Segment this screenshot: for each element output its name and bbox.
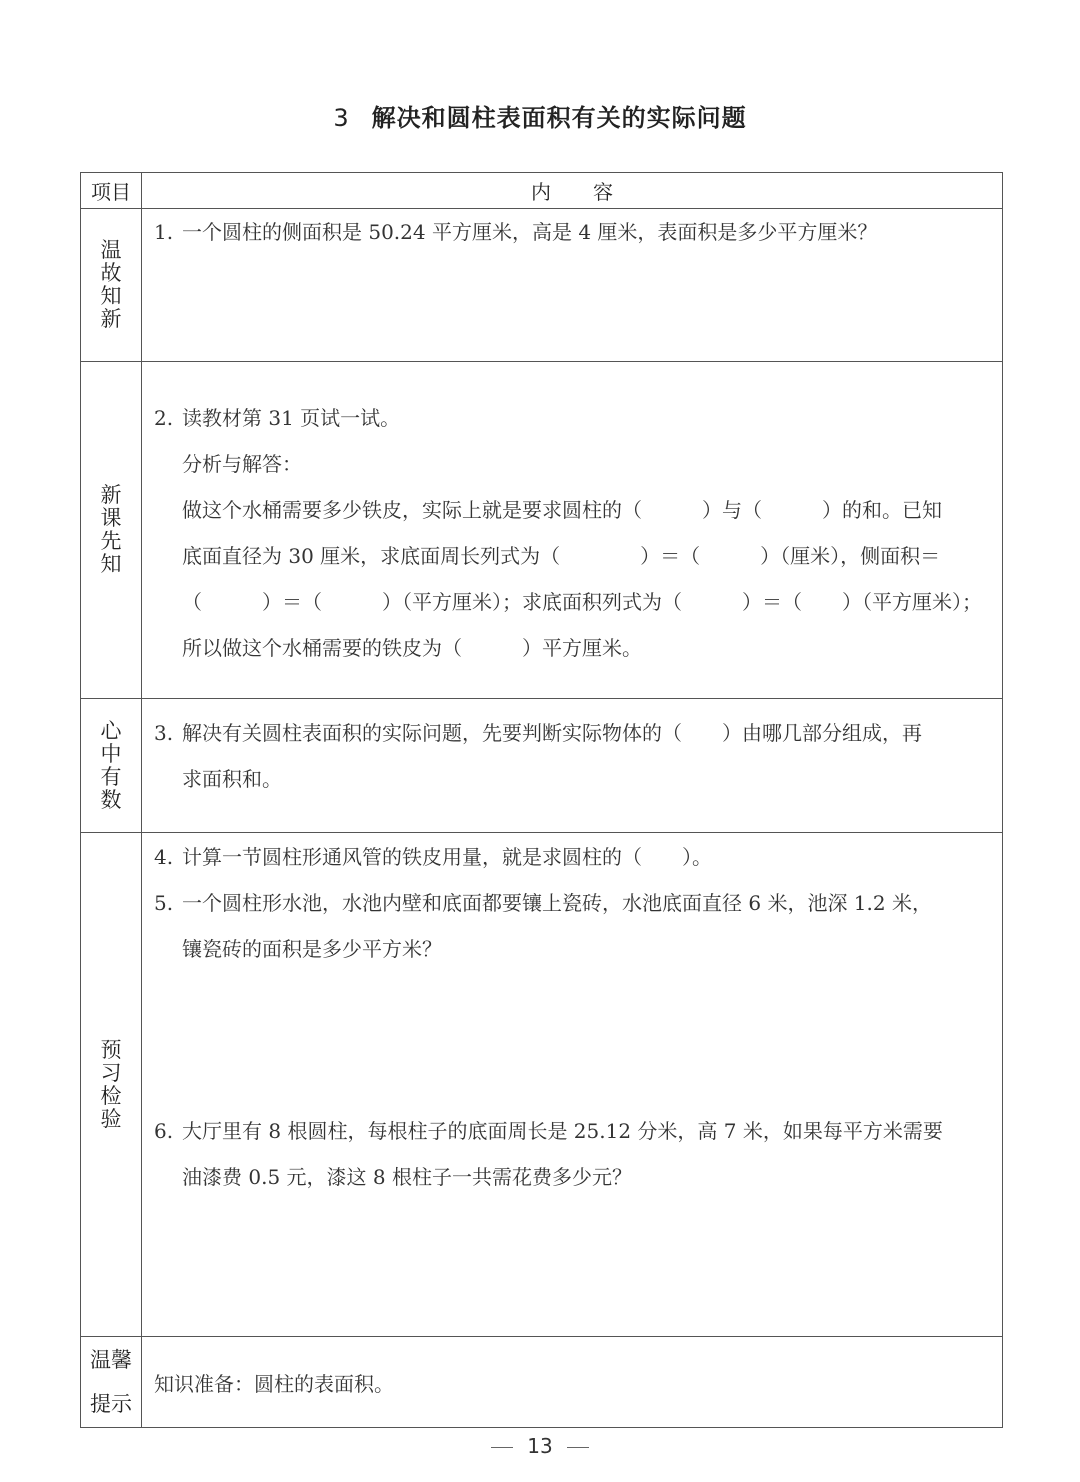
label-char: 新 — [100, 483, 122, 507]
question-number: 3. — [154, 721, 174, 745]
section-content-preview — [142, 362, 1003, 699]
question-line — [142, 579, 1002, 625]
question-text: 解决有关圆柱表面积的实际问题，先要判断实际物体的（ ）由哪几部分组成，再 — [182, 721, 922, 745]
question-text: 读教材第 31 页试一试。 — [182, 406, 401, 430]
label-char: 知 — [100, 284, 122, 308]
question-text: （ ）＝（ ）（平方厘米）；求底面积列式为（ ）＝（ ）（平方厘米）； — [182, 590, 982, 614]
label-char: 习 — [100, 1060, 122, 1085]
section-content-summary — [142, 699, 1003, 833]
question-text: 求面积和。 — [182, 767, 282, 791]
question-line — [142, 209, 1002, 255]
question-line — [142, 395, 1002, 441]
label-word: 温馨 — [90, 1348, 132, 1372]
label-char: 检 — [100, 1083, 122, 1108]
label-char: 故 — [100, 261, 122, 285]
question-line — [142, 1108, 1002, 1154]
question-line — [142, 880, 1002, 926]
label-char: 心 — [100, 718, 122, 743]
label-char: 新 — [100, 307, 122, 331]
section-label-preview — [81, 362, 142, 699]
label-char: 课 — [100, 506, 122, 530]
question-number: 6. — [154, 1119, 174, 1143]
question-text: 一个圆柱的侧面积是 50.24 平方厘米，高是 4 厘米，表面积是多少平方厘米？ — [182, 220, 878, 244]
answer-space[interactable] — [142, 972, 1002, 1108]
section-label-summary — [81, 699, 142, 833]
page-title — [0, 98, 1080, 133]
section-label-review — [81, 209, 142, 362]
question-text: 分析与解答： — [182, 452, 302, 476]
page-footer — [0, 1434, 1080, 1458]
tip-text: 知识准备：圆柱的表面积。 — [154, 1371, 394, 1396]
section-content-tip — [142, 1337, 1003, 1428]
question-line — [142, 487, 1002, 533]
page-number: 13 — [527, 1434, 553, 1458]
question-line — [142, 710, 1002, 756]
question-text: 大厅里有 8 根圆柱，每根柱子的底面周长是 25.12 分米，高 7 米，如果每平方米需要 — [182, 1119, 943, 1143]
section-content-review — [142, 209, 1003, 362]
label-word: 提示 — [90, 1392, 132, 1416]
question-text: 镶瓷砖的面积是多少平方米？ — [182, 937, 442, 961]
label-char: 数 — [100, 787, 122, 812]
label-char: 先 — [100, 529, 122, 553]
question-line — [142, 834, 1002, 880]
footer-dash-right — [567, 1447, 589, 1448]
question-line — [142, 926, 1002, 972]
question-line — [142, 533, 1002, 579]
label-char: 温 — [100, 238, 122, 262]
question-number: 5. — [154, 891, 174, 915]
question-text: 所以做这个水桶需要的铁皮为（ ）平方厘米。 — [182, 636, 642, 660]
section-summary — [81, 699, 1003, 833]
question-text: 计算一节圆柱形通风管的铁皮用量，就是求圆柱的（ ）。 — [182, 845, 712, 869]
section-content-check — [142, 833, 1003, 1337]
question-number: 2. — [154, 406, 174, 430]
header-row — [81, 173, 1003, 209]
section-review — [81, 209, 1003, 362]
question-text: 底面直径为 30 厘米，求底面周长列式为（ ）＝（ ）（厘米），侧面积＝ — [182, 544, 941, 568]
question-line — [142, 441, 1002, 487]
section-label-check — [81, 833, 142, 1337]
question-text: 做这个水桶需要多少铁皮，实际上就是要求圆柱的（ ）与（ ）的和。已知 — [182, 498, 942, 522]
question-line — [142, 756, 1002, 802]
title-text: 解决和圆柱表面积有关的实际问题 — [371, 104, 747, 132]
label-char: 有 — [100, 764, 122, 789]
worksheet-table — [80, 172, 1003, 1428]
section-label-tip — [81, 1337, 142, 1428]
header-content: 内容 — [142, 173, 1003, 209]
label-char: 知 — [100, 552, 122, 576]
label-char: 验 — [100, 1106, 122, 1131]
question-number: 1. — [154, 220, 174, 244]
section-check — [81, 833, 1003, 1337]
label-char: 中 — [100, 741, 122, 766]
footer-dash-left — [491, 1447, 513, 1448]
question-text: 油漆费 0.5 元，漆这 8 根柱子一共需花费多少元？ — [182, 1165, 632, 1189]
header-item: 项目 — [81, 173, 142, 209]
section-preview — [81, 362, 1003, 699]
section-tip — [81, 1337, 1003, 1428]
question-line — [142, 1154, 1002, 1200]
question-line — [142, 625, 1002, 671]
question-text: 一个圆柱形水池，水池内壁和底面都要镶上瓷砖，水池底面直径 6 米，池深 1.2 米， — [182, 891, 932, 915]
title-number: 3 — [333, 104, 350, 132]
label-char: 预 — [100, 1037, 122, 1062]
question-number: 4. — [154, 845, 174, 869]
